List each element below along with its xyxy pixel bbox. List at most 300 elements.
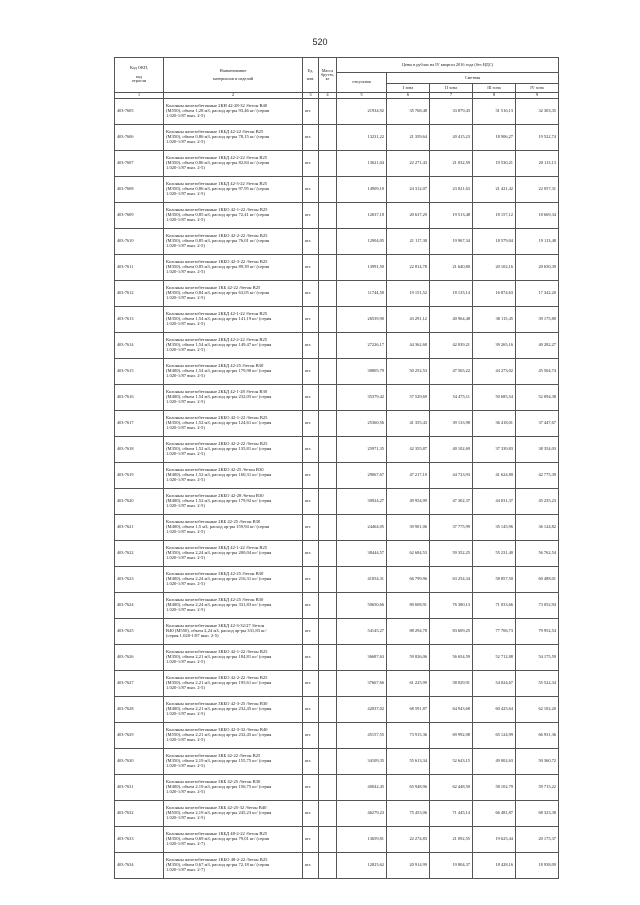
zone-3-price: 41 624,80 (473, 463, 516, 489)
product-name-line: Колонны железобетонные 2КБД 42-1-28 /бетон В30 (166, 390, 268, 395)
zone-1-price: 19 151,52 (387, 281, 430, 307)
unit: шт. (303, 151, 319, 177)
table-row (115, 671, 559, 697)
product-name-line: Колонны железобетонные 1КБД 42-2-22 /бетон В25 (166, 156, 268, 161)
product-name-line: (М350), объем 0,69 м3, расход ар-ры 79,01 кг/ (серия (166, 837, 270, 842)
product-name-line: Колонны железобетонные 2КБО 42-2-22 /бетон В25 (166, 442, 268, 447)
zone-4-price: 32 303,35 (516, 99, 559, 125)
product-name-line: (М350), объем 2,24 м3, расход ар-ры 200,04 кг/ (серия (166, 551, 272, 556)
zone-2-price: 83 609,25 (430, 619, 473, 645)
table-body (115, 99, 559, 879)
product-code: 403-7615 (115, 359, 164, 385)
gross-mass (319, 411, 337, 437)
table-row (115, 567, 559, 593)
zone-4-price: 38 354,03 (516, 437, 559, 463)
product-name (164, 307, 303, 333)
product-name (164, 229, 303, 255)
release-price: 42037,02 (337, 697, 387, 723)
zone-2-price: 20 415,23 (430, 125, 473, 151)
product-name (164, 619, 303, 645)
zone-3-price: 60 425,64 (473, 697, 516, 723)
product-name (164, 671, 303, 697)
gross-mass (319, 619, 337, 645)
product-name (164, 827, 303, 853)
product-name (164, 489, 303, 515)
table-row (115, 463, 559, 489)
product-code: 403-7612 (115, 281, 164, 307)
product-name (164, 177, 303, 203)
table-row (115, 853, 559, 879)
zone-3-price: 18 157,12 (473, 203, 516, 229)
table-row (115, 255, 559, 281)
product-name-line: Колонны железобетонные 1КБД 42-22 /бетон В25 (166, 130, 264, 135)
gross-mass (319, 385, 337, 411)
unit: шт. (303, 281, 319, 307)
gross-mass (319, 125, 337, 151)
zone-3-price: 71 033,66 (473, 593, 516, 619)
header-unit: Ед. изм. (303, 58, 319, 93)
zone-1-price: 43 291,12 (387, 307, 430, 333)
table-row (115, 177, 559, 203)
zone-1-price: 39 901,06 (387, 515, 430, 541)
header-zone-3: III зона (473, 84, 516, 93)
zone-3-price: 77 706,73 (473, 619, 516, 645)
release-price: 13621,04 (337, 151, 387, 177)
product-code: 403-7616 (115, 385, 164, 411)
product-code: 403-7622 (115, 541, 164, 567)
table-row (115, 411, 559, 437)
zone-2-price: 39 133,98 (430, 411, 473, 437)
release-price: 25360,56 (337, 411, 387, 437)
product-name-line: (М550), объем 2,21 м3, расход ар-ры 232,45 кг/ (серия (166, 733, 272, 738)
zone-2-price: 19 513,48 (430, 203, 473, 229)
product-name (164, 125, 303, 151)
product-name-line: (М400), объем 1,5 м3, расход ар-ры 159,94 кг/ (серия (166, 525, 270, 530)
header-zone-4: IV зона (516, 84, 559, 93)
zone-3-price: 65 124,99 (473, 723, 516, 749)
table-row (115, 489, 559, 515)
product-name-line: 1.020-1/87 вып. 2-5) (166, 555, 205, 560)
product-code: 403-7633 (115, 827, 164, 853)
product-name-line: (М350), объем 2,21 м3, расход ар-ры 195,61 кг/ (серия (166, 681, 272, 686)
zone-2-price: 21 640,80 (430, 255, 473, 281)
zone-1-price: 49 954,99 (387, 489, 430, 515)
product-code: 403-7627 (115, 671, 164, 697)
unit: шт. (303, 697, 319, 723)
zone-1-price: 68 591,87 (387, 697, 430, 723)
column-number: 4 (319, 93, 337, 99)
product-name (164, 255, 303, 281)
product-name-line: 1.020-1/87 вып. 2-5) (166, 191, 205, 196)
zone-3-price: 18 906,27 (473, 125, 516, 151)
gross-mass (319, 307, 337, 333)
product-name (164, 853, 303, 879)
zone-3-price: 44 273,02 (473, 359, 516, 385)
zone-1-price: 21 117,30 (387, 229, 430, 255)
product-name-line: Колонны железобетонные 3КБО 42-3-25 /бетон В30 (166, 702, 268, 707)
product-name-line: 1.020-1/87 вып. 2-5) (166, 113, 205, 118)
zone-1-price: 22 271,43 (387, 151, 430, 177)
gross-mass (319, 801, 337, 827)
product-name-line: (М400), объем 1,52 м3, расход ар-ры 179,92 кг/ (серия (166, 499, 272, 504)
zone-3-price: 35 145,96 (473, 515, 516, 541)
release-price: 12904,05 (337, 229, 387, 255)
product-name (164, 385, 303, 411)
product-name (164, 697, 303, 723)
price-table (114, 57, 559, 879)
release-price: 25971,35 (337, 437, 387, 463)
product-name (164, 333, 303, 359)
gross-mass (319, 177, 337, 203)
product-name-line: Колонны железобетонные 2КБД 42-1-22 /бетон В25 (166, 312, 268, 317)
zone-1-price: 22 274,83 (387, 827, 430, 853)
zone-4-price: 56 762,54 (516, 541, 559, 567)
release-price: 37667,66 (337, 671, 387, 697)
table-row (115, 801, 559, 827)
zone-3-price: 16 874,63 (473, 281, 516, 307)
product-name-line: (М400), объем 2,24 м3, расход ар-ры 216,31 кг/ (серия (166, 577, 272, 582)
gross-mass (319, 593, 337, 619)
zone-2-price: 71 445,14 (430, 801, 473, 827)
gross-mass (319, 203, 337, 229)
header-name: Наименование материалов и изделий (164, 58, 303, 93)
release-price: 30924,27 (337, 489, 387, 515)
zone-1-price: 47 217,10 (387, 463, 430, 489)
table-row (115, 385, 559, 411)
release-price: 35379,42 (337, 385, 387, 411)
zone-3-price: 39 265,16 (473, 333, 516, 359)
gross-mass (319, 489, 337, 515)
zone-1-price: 57 529,69 (387, 385, 430, 411)
product-name-line: Колонны железобетонные 1КБД 42-3-22 /бетон В25 (166, 182, 268, 187)
gross-mass (319, 151, 337, 177)
zone-1-price: 80 608,91 (387, 593, 430, 619)
zone-2-price: 58 029,91 (430, 671, 473, 697)
product-name-line: 1.020-1/87 вып. 2-5) (166, 685, 205, 690)
zone-2-price: 21 092,55 (430, 827, 473, 853)
release-price: 54145,27 (337, 619, 387, 645)
gross-mass (319, 255, 337, 281)
zone-3-price: 31 516,13 (473, 99, 516, 125)
gross-mass (319, 645, 337, 671)
release-price: 45157,55 (337, 723, 387, 749)
zone-4-price: 19 113,48 (516, 229, 559, 255)
unit: шт. (303, 385, 319, 411)
gross-mass (319, 775, 337, 801)
zone-4-price: 19 522,74 (516, 125, 559, 151)
column-number: 1 (115, 93, 164, 99)
product-code: 403-7630 (115, 749, 164, 775)
table-row (115, 229, 559, 255)
table-row (115, 125, 559, 151)
gross-mass (319, 99, 337, 125)
product-name-line: Колонны железобетонные 3КБД 42-25 /бетон В30 (166, 598, 264, 603)
zone-2-price: 40 964,48 (430, 307, 473, 333)
release-price: 11744,50 (337, 281, 387, 307)
product-name-line: (М350), объем 0,86 м3, расход ар-ры 97,95 кг/ (серия (166, 187, 270, 192)
zone-3-price: 55 231,40 (473, 541, 516, 567)
unit: шт. (303, 307, 319, 333)
product-code: 403-7611 (115, 255, 164, 281)
zone-4-price: 45 235,23 (516, 489, 559, 515)
product-name-line: Колонны железобетонные 2КБ 42-25 /бетон В30 (166, 520, 261, 525)
header-zone-2: II зона (430, 84, 473, 93)
zone-4-price: 20 650,39 (516, 255, 559, 281)
product-code: 403-7609 (115, 203, 164, 229)
table-row (115, 645, 559, 671)
product-name-line: 1.020-1/87 вып. 2-7) (166, 867, 205, 872)
release-price: 50650,66 (337, 593, 387, 619)
unit: шт. (303, 775, 319, 801)
release-price: 24464,05 (337, 515, 387, 541)
product-name-line: Колонны железобетонные 1КБО 42-1-22 /бетон В25 (166, 208, 268, 213)
product-name-line: 1.020-1/87 вып. 2-5) (166, 321, 205, 326)
product-name-line: Колонны железобетонные 2КБО 42-28 /бетон В30 (166, 494, 264, 499)
product-name (164, 541, 303, 567)
product-name-line: (М350), объем 2,21 м3, расход ар-ры 184,81 кг/ (серия (166, 655, 272, 660)
product-name-line: Колонны железобетонные 1КБО 42-2-22 /бетон В25 (166, 234, 268, 239)
table-row (115, 437, 559, 463)
zone-1-price: 24 312,07 (387, 177, 430, 203)
product-code: 403-7620 (115, 489, 164, 515)
header-mass: Масса брутто, кг (319, 58, 337, 93)
product-name-line: (М400), объем 1,54 м3, расход ар-ры 179,90 кг/ (серия (166, 369, 272, 374)
header-release-price: отпускная (337, 73, 387, 93)
table-row (115, 541, 559, 567)
table-row (115, 775, 559, 801)
gross-mass (319, 437, 337, 463)
zone-3-price: 21 421,42 (473, 177, 516, 203)
zone-4-price: 20 175,37 (516, 827, 559, 853)
zone-2-price: 18 135,14 (430, 281, 473, 307)
zone-1-price: 73 915,36 (387, 723, 430, 749)
product-name-line: (М400), объем 2,19 м3, расход ар-ры 156,75 кг/ (серия (166, 785, 272, 790)
table-row (115, 203, 559, 229)
release-price: 13231,22 (337, 125, 387, 151)
release-price: 12637,18 (337, 203, 387, 229)
release-price: 12825,62 (337, 853, 387, 879)
product-name-line: (М350), объем 0,86 м3, расход ар-ры 82,84 кг/ (серия (166, 161, 270, 166)
product-name (164, 99, 303, 125)
zone-1-price: 66 799,96 (387, 567, 430, 593)
zone-4-price: 66 931,36 (516, 723, 559, 749)
unit: шт. (303, 437, 319, 463)
zone-1-price: 21 359,64 (387, 125, 430, 151)
header-zone-1: I зона (387, 84, 430, 93)
product-name (164, 801, 303, 827)
column-number: 5 (337, 93, 387, 99)
column-number: 8 (473, 93, 516, 99)
zone-4-price: 59 715,22 (516, 775, 559, 801)
zone-2-price: 44 723,93 (430, 463, 473, 489)
zone-1-price: 22 814,78 (387, 255, 430, 281)
column-number: 6 (387, 93, 430, 99)
table-row (115, 619, 559, 645)
zone-2-price: 64 943,68 (430, 697, 473, 723)
zone-2-price: 40 102,69 (430, 437, 473, 463)
zone-1-price: 88 294,78 (387, 619, 430, 645)
product-code: 403-7625 (115, 619, 164, 645)
zone-4-price: 62 102,20 (516, 697, 559, 723)
unit: шт. (303, 645, 319, 671)
product-code: 403-7621 (115, 515, 164, 541)
gross-mass (319, 515, 337, 541)
release-price: 46279,23 (337, 801, 387, 827)
zone-3-price: 38 115,45 (473, 307, 516, 333)
zone-2-price: 47 302,37 (430, 489, 473, 515)
product-name-line: (М350), объем 0,85 м3, расход ар-ры 89,39 кг/ (серия (166, 265, 270, 270)
zone-4-price: 18 938,09 (516, 853, 559, 879)
product-name-line: 1.020-1/87 вып. 2-5) (166, 269, 205, 274)
release-price: 30805,79 (337, 359, 387, 385)
header-code: Код ОКП, код отрасли (115, 58, 164, 93)
gross-mass (319, 463, 337, 489)
zone-2-price: 33 879,43 (430, 99, 473, 125)
product-name-line: 1.020-1/87 вып. 2-5) (166, 711, 205, 716)
zone-3-price: 37 339,83 (473, 437, 516, 463)
product-name (164, 463, 303, 489)
zone-3-price: 19 625,44 (473, 827, 516, 853)
product-name (164, 203, 303, 229)
product-name-line: Колонны железобетонные 1КБО 48-2-22 /бетон В25 (166, 858, 268, 863)
product-name-line: 1.020-1/87 вып. 2-5) (166, 789, 205, 794)
product-name-line: 1.020-1/87 вып. 2-5) (166, 529, 205, 534)
zone-3-price: 36 418,01 (473, 411, 516, 437)
zone-4-price: 22 057,31 (516, 177, 559, 203)
product-name-line: 1.020-1/87 вып. 2-5) (166, 139, 205, 144)
release-price: 34109,35 (337, 749, 387, 775)
product-name-line: 1.020-1/87 вып. 2-5) (166, 581, 205, 586)
zone-2-price: 47 565,22 (430, 359, 473, 385)
zone-4-price: 40 282,27 (516, 333, 559, 359)
zone-2-price: 76 380,13 (430, 593, 473, 619)
product-code: 403-7613 (115, 307, 164, 333)
gross-mass (319, 567, 337, 593)
product-name-line: Колонны железобетонные 3КБО 42-1-22 /бетон В25 (166, 650, 268, 655)
product-code: 403-7628 (115, 697, 164, 723)
product-code: 403-7619 (115, 463, 164, 489)
gross-mass (319, 827, 337, 853)
gross-mass (319, 229, 337, 255)
release-price: 13991,50 (337, 255, 387, 281)
unit: шт. (303, 177, 319, 203)
zone-2-price: 52 643,15 (430, 749, 473, 775)
product-name-line: (М400), объем 2,24 м3, расход ар-ры 331,83 кг/ (серия (166, 603, 272, 608)
product-name-line: Колонны железобетонные 2КБО 42-1-22 /бетон В25 (166, 416, 268, 421)
product-name (164, 281, 303, 307)
product-code: 403-7605 (115, 99, 164, 125)
product-code: 403-7606 (115, 125, 164, 151)
zone-4-price: 50 360,72 (516, 749, 559, 775)
product-name-line: Колонны железобетонные 1КБД 48-2-22 /бетон В25 (166, 832, 268, 837)
gross-mass (319, 281, 337, 307)
product-name (164, 151, 303, 177)
zone-4-price: 52 094,38 (516, 385, 559, 411)
zone-3-price: 20 102,16 (473, 255, 516, 281)
product-code: 403-7632 (115, 801, 164, 827)
zone-2-price: 23 021,63 (430, 177, 473, 203)
zone-3-price: 58 102,79 (473, 775, 516, 801)
zone-1-price: 61 225,99 (387, 671, 430, 697)
product-name (164, 775, 303, 801)
product-name-line: Колонны железобетонные 1КБО 42-3-22 /бетон В25 (166, 260, 268, 265)
table-row (115, 515, 559, 541)
product-name-line: 1.020-1/87 вып. 2-5) (166, 295, 205, 300)
zone-2-price: 56 654,59 (430, 645, 473, 671)
unit: шт. (303, 125, 319, 151)
product-code: 403-7631 (115, 775, 164, 801)
product-name-line: 1.020-1/87 вып. 2-5) (166, 217, 205, 222)
zone-1-price: 55 613,34 (387, 749, 430, 775)
product-name-line: 1.020-1/87 вып. 2-5) (166, 425, 205, 430)
unit: шт. (303, 229, 319, 255)
product-name-line: 1.020-1/87 вып. 2-5) (166, 763, 205, 768)
product-code: 403-7618 (115, 437, 164, 463)
unit: шт. (303, 489, 319, 515)
product-code: 403-7614 (115, 333, 164, 359)
zone-4-price: 36 124,82 (516, 515, 559, 541)
unit: шт. (303, 411, 319, 437)
product-name-line: Колонны железобетонные 3КБ 42-25 /бетон В30 (166, 780, 261, 785)
product-name (164, 437, 303, 463)
product-name (164, 723, 303, 749)
product-name-line: 1.020-1/87 вып. 2-5) (166, 373, 205, 378)
zone-3-price: 18 579,04 (473, 229, 516, 255)
zone-1-price: 44 362,68 (387, 333, 430, 359)
product-name-line: 1.020-1/87 вып. 2-5) (166, 607, 205, 612)
table-row (115, 99, 559, 125)
zone-3-price: 54 024,67 (473, 671, 516, 697)
unit: шт. (303, 255, 319, 281)
product-code: 403-7607 (115, 151, 164, 177)
zone-4-price: 73 052,94 (516, 593, 559, 619)
table-row (115, 749, 559, 775)
product-name-line: (М350), объем 1,52 м3, расход ар-ры 135,81 кг/ (серия (166, 447, 272, 452)
product-name-line: (М400), объем 2,21 м3, расход ар-ры 232,45 кг/ (серия (166, 707, 272, 712)
product-name-line: Колонны железобетонные 3КБО 42-2-22 /бетон В25 (166, 676, 268, 681)
column-number: 2 (164, 93, 303, 99)
table-row (115, 151, 559, 177)
product-name-line: Колонны железобетонные 3КБ 42-22 /бетон В25 (166, 754, 261, 759)
zone-3-price: 58 857,50 (473, 567, 516, 593)
unit: шт. (303, 567, 319, 593)
unit: шт. (303, 827, 319, 853)
product-name (164, 515, 303, 541)
release-price: 36687,63 (337, 645, 387, 671)
zone-4-price: 39 175,80 (516, 307, 559, 333)
unit: шт. (303, 463, 319, 489)
gross-mass (319, 359, 337, 385)
unit: шт. (303, 203, 319, 229)
product-name-line: В40 (М550), объем 2,24 м3, расход ар-ры 331,83 кг/ (166, 629, 267, 634)
unit: шт. (303, 619, 319, 645)
table-row (115, 281, 559, 307)
zone-2-price: 59 352,25 (430, 541, 473, 567)
product-code: 403-7626 (115, 645, 164, 671)
product-name-line: (М350), объем 2,19 м3, расход ар-ры 155,75 кг/ (серия (166, 759, 272, 764)
release-price: 13659,81 (337, 827, 387, 853)
product-name-line: 1.020-1/87 вып. 2-5) (166, 815, 205, 820)
release-price: 38444,57 (337, 541, 387, 567)
zone-4-price: 79 952,54 (516, 619, 559, 645)
product-name-line: (М350), объем 1,52 м3, расход ар-ры 124,61 кг/ (серия (166, 421, 272, 426)
product-name-line: Колонны железобетонные 2КБД 42-2-22 /бетон В25 (166, 338, 268, 343)
unit: шт. (303, 593, 319, 619)
table-row (115, 723, 559, 749)
product-name-line: (М350), объем 0,85 м3, расход ар-ры 76,01 кг/ (серия (166, 239, 270, 244)
product-name-line: Колонны железобетонные 3КБД 42-3-32/27 /бетон (166, 624, 265, 629)
zone-1-price: 65 948,96 (387, 775, 430, 801)
